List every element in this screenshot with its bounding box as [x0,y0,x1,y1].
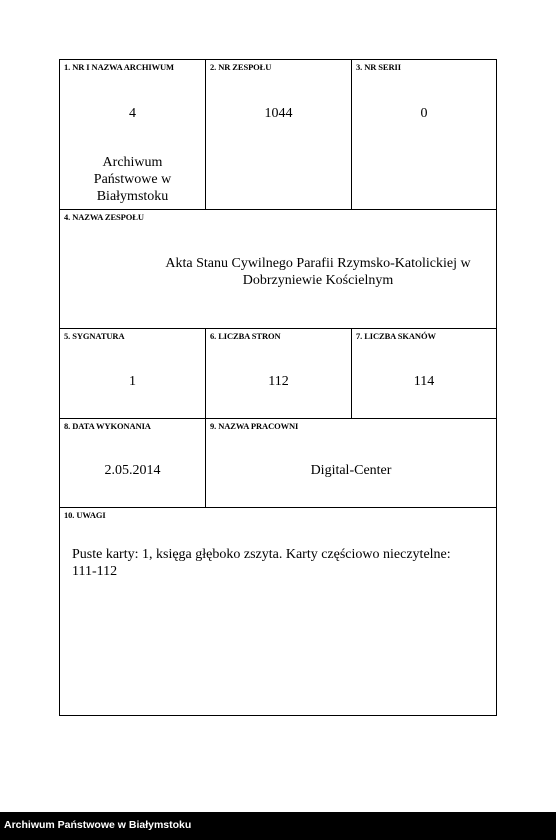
scan-count-value: 114 [413,374,435,389]
execution-date-label: 8. DATA WYKONANIA [64,421,151,431]
footer-bar [0,812,556,840]
archive-name-line1: Archiwum [102,155,163,170]
page-count-cell [205,328,352,419]
archive-name-line2: Państwowe w [93,172,172,187]
fonds-name-line2: Dobrzyniewie Kościelnym [242,273,394,288]
signature-cell [59,328,206,419]
fonds-number-value: 1044 [264,106,293,121]
page-count-label: 6. LICZBA STRON [210,331,281,341]
footer-archive-name: Archiwum Państwowe w Białymstoku [4,819,192,831]
fonds-name-label: 4. NAZWA ZESPOŁU [64,212,144,222]
execution-date-value: 2.05.2014 [104,463,161,478]
workshop-name-label: 9. NAZWA PRACOWNI [210,421,299,431]
fonds-number-cell [205,59,352,210]
remarks-cell [59,507,497,716]
fonds-number-label: 2. NR ZESPOŁU [210,62,272,72]
scan-count-cell [351,328,497,419]
signature-label: 5. SYGNATURA [64,331,125,341]
execution-date-cell [59,418,206,508]
remarks-line2: 111-112 [72,564,118,579]
signature-value: 1 [129,374,136,389]
workshop-name-cell [205,418,497,508]
archive-number-value: 4 [129,106,136,121]
archive-number-name-label: 1. NR I NAZWA ARCHIWUM [64,62,174,72]
workshop-name-value: Digital-Center [310,463,392,478]
scan-count-label: 7. LICZBA SKANÓW [356,331,436,341]
fonds-name-line1: Akta Stanu Cywilnego Parafii Rzymsko-Katolickiej w [165,256,471,271]
fonds-name-cell [59,209,497,329]
remarks-line1: Puste karty: 1, księga głęboko zszyta. Karty częściowo nieczytelne: [72,547,451,562]
archive-name-line3: Białymstoku [96,189,169,204]
page-count-value: 112 [268,374,289,389]
series-number-cell [351,59,497,210]
series-number-value: 0 [420,106,428,121]
archive-number-name-cell [59,59,206,210]
remarks-label: 10. UWAGI [64,510,106,520]
series-number-label: 3. NR SERII [356,62,401,72]
